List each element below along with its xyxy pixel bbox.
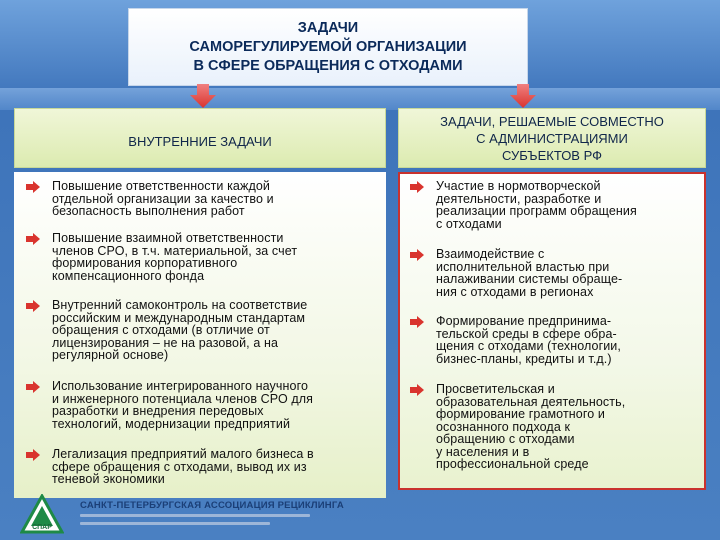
list-item-line: членов СРО, в т.ч. материальной, за счет <box>52 243 298 258</box>
internal-tasks-panel <box>14 172 386 498</box>
joint-tasks-header-line-2: С АДМИНИСТРАЦИЯМИ <box>476 130 628 146</box>
list-item-line: российским и международным стандартам <box>52 310 306 325</box>
list-item-line: теневой экономики <box>52 472 165 486</box>
list-item <box>26 232 297 282</box>
bullet-arrow-icon <box>26 381 40 393</box>
bullet-arrow-icon <box>26 300 40 312</box>
list-item <box>410 248 622 298</box>
bullet-arrow-icon <box>26 233 40 245</box>
list-item-line: отдельной организации за качество и <box>52 191 274 206</box>
list-item-line: тельской среды в сфере обра- <box>436 326 617 341</box>
list-item-line: и инженерного потенциала членов СРО для <box>52 391 313 406</box>
list-item-line: бизнес-планы, кредиты и т.д.) <box>436 351 612 366</box>
list-item-line: лицензирования – не на разовой, а на <box>52 335 278 350</box>
list-item-line: Повышение взаимной ответственности <box>52 231 284 245</box>
list-item-line: Внутренний самоконтроль на соответствие <box>52 298 308 312</box>
list-item-line: обращения с отходами (в отличие от <box>52 323 270 337</box>
list-item-line: Просветительская и <box>436 382 555 396</box>
list-item-line: осознанного подхода к <box>436 419 571 434</box>
list-item <box>410 315 621 365</box>
list-item-line: с отходами <box>436 216 502 231</box>
list-item-line: деятельности, разработке и <box>436 191 602 206</box>
list-item-line: технологий, модернизации предприятий <box>52 416 291 431</box>
list-item-line: ния с отходами в регионах <box>436 284 594 299</box>
list-item <box>26 299 307 362</box>
joint-tasks-header-line-3: СУБЪЕКТОВ РФ <box>501 147 602 163</box>
list-item-line: у населения и в <box>436 444 530 459</box>
title-line-2: САМОРЕГУЛИРУЕМОЙ ОРГАНИЗАЦИИ <box>189 38 467 55</box>
list-item-line: безопасность выполнения работ <box>52 204 245 218</box>
list-item-line: профессиональной среде <box>436 457 589 471</box>
list-item-line: формирование грамотного и <box>436 407 605 421</box>
list-item-line: Использование интегрированного научного <box>52 379 308 393</box>
list-item-line: исполнительной властью при <box>436 259 610 274</box>
list-item-line: налаживании системы обраще- <box>436 272 623 286</box>
title-line-1: ЗАДАЧИ <box>297 19 359 36</box>
list-item-line: сфере обращения с отходами, вывод их из <box>52 459 307 474</box>
list-item <box>26 448 314 486</box>
list-item-line: формирования корпоративного <box>52 256 238 270</box>
list-item-line: Формирование предпринима- <box>436 314 612 328</box>
background-stripe <box>0 88 720 110</box>
title-line-3: В СФЕРЕ ОБРАЩЕНИЯ С ОТХОДАМИ <box>193 57 463 74</box>
down-arrow-icon-left <box>190 84 216 108</box>
bullet-arrow-icon <box>410 316 424 328</box>
joint-tasks-panel <box>398 172 706 490</box>
list-item-line: регулярной основе) <box>52 348 169 362</box>
bullet-arrow-icon <box>410 384 424 396</box>
slide-title <box>128 8 528 86</box>
internal-tasks-header-text: ВНУТРЕННИЕ ЗАДАЧИ <box>128 133 272 149</box>
list-item-line: разработки и внедрения передовых <box>52 404 264 418</box>
list-item <box>26 180 274 218</box>
internal-tasks-header <box>14 108 386 168</box>
footer-contact-line <box>80 514 310 517</box>
bullet-arrow-icon <box>26 181 40 193</box>
list-item-line: щения с отходами (технологии, <box>436 339 621 353</box>
list-item-line: Повышение ответственности каждой <box>52 179 270 193</box>
organization-name: САНКТ-ПЕТЕРБУРГСКАЯ АССОЦИАЦИЯ РЕЦИКЛИНГА <box>80 500 344 511</box>
list-item-line: образовательная деятельность, <box>436 394 626 409</box>
down-arrow-icon-right <box>510 84 536 108</box>
joint-tasks-header <box>398 108 706 168</box>
list-item-line: Легализация предприятий малого бизнеса в <box>52 447 314 461</box>
joint-tasks-header-line-1: ЗАДАЧИ, РЕШАЕМЫЕ СОВМЕСТНО <box>440 113 664 129</box>
list-item-line: реализации программ обращения <box>436 204 637 218</box>
bullet-arrow-icon <box>410 249 424 261</box>
logo-caption: СПАР <box>32 524 52 531</box>
list-item <box>26 380 313 430</box>
list-item-line: компенсационного фонда <box>52 268 205 283</box>
list-item-line: Взаимодействие с <box>436 247 545 261</box>
bullet-arrow-icon <box>410 181 424 193</box>
list-item-line: Участие в нормотворческой <box>436 179 601 193</box>
list-item <box>410 180 637 230</box>
list-item-line: обращению с отходами <box>436 432 575 446</box>
footer-contact-line <box>80 522 270 525</box>
list-item <box>410 383 625 471</box>
bullet-arrow-icon <box>26 449 40 461</box>
